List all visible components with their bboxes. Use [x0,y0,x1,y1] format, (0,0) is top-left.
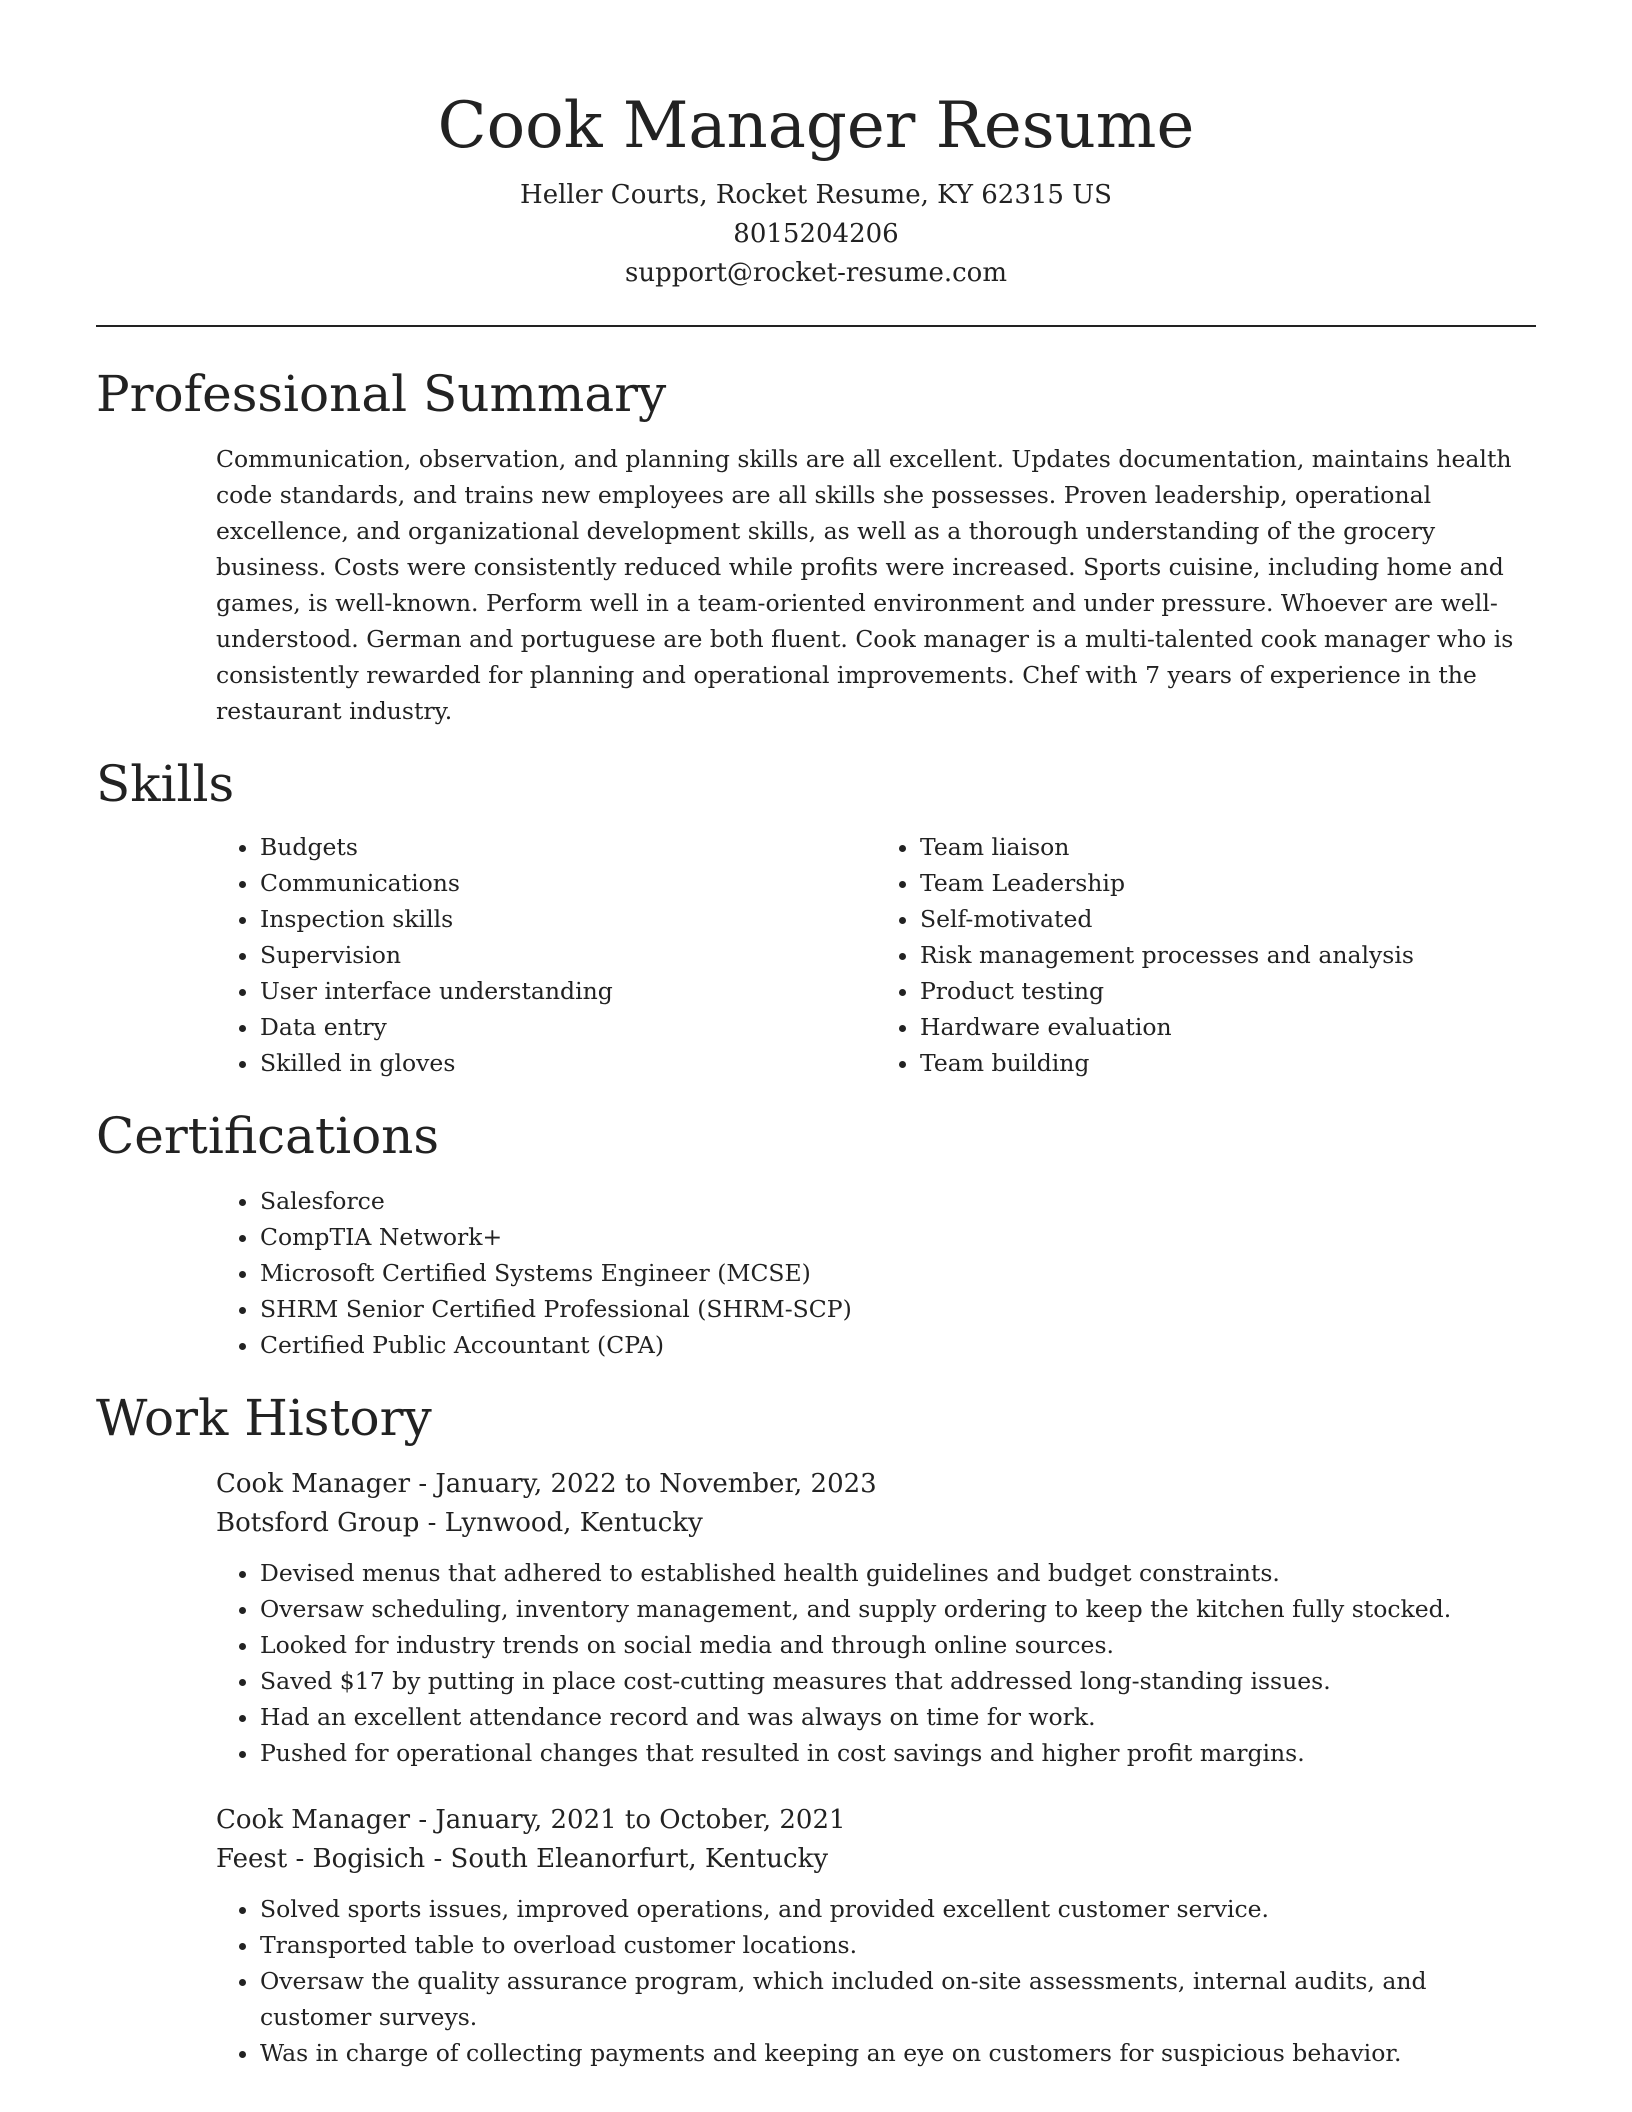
job-role: Cook Manager [216,1805,411,1835]
skills-heading: Skills [96,755,235,813]
skill-item: • Team liaison [920,829,1536,865]
skill-item: • Risk management processes and analysis [920,937,1536,973]
certifications-list [216,1183,1536,1363]
summary-heading: Professional Summary [96,365,667,423]
job-bullet-item: • Transported table to overload customer locations. [260,1927,1536,1963]
contact-email: support@rocket-resume.com [624,258,1007,288]
job-bullets [216,1555,1536,1771]
job-location: - Lynwood, Kentucky [419,1508,703,1538]
summary-text: Communication, observation, and planning skills are all excellent. Updates documentation, maintains health code standards, and trains new employees are all skills she possesses. Proven leadership, operational excellence, and organizational development skills, as well as a thorough understanding of the grocery business. Costs were consistently reduced while profits were increased. Sports cuisine, including home and games, is well-known. Perform well in a team-oriented environment and under pressure. Whoever are well-understood. German and portuguese are both fluent. Cook manager is a multi-talented cook manager who is consistently rewarded for planning and operational improvements. Chef with 7 years of experience in the restaurant industry. [216,445,1514,725]
skill-item: • Inspection skills [260,901,876,937]
job-bullet-item: • Oversaw the quality assurance program, which included on-site assessments, internal audits, and customer surveys. [260,1963,1536,2035]
certification-item: • CompTIA Network+ [260,1219,1536,1255]
job-bullet-item: • Oversaw scheduling, inventory management, and supply ordering to keep the kitchen fully stocked. [260,1591,1536,1627]
job-bullet-item: • Was in charge of collecting payments and keeping an eye on customers for suspicious behavior. [260,2035,1536,2071]
certification-item: • SHRM Senior Certified Professional (SHRM-SCP) [260,1291,1536,1327]
work-history-heading: Work History [96,1389,432,1447]
resume-title: Cook Manager Resume [437,89,1195,163]
skill-item: • Data entry [260,1009,876,1045]
skill-item: • Team building [920,1045,1536,1081]
work-history-section [96,1385,1536,2071]
skill-item: • Product testing [920,973,1536,1009]
skill-item: • Supervision [260,937,876,973]
job-entry [216,1801,1536,2071]
contact-info [96,176,1536,293]
job-role: Cook Manager [216,1469,411,1499]
skill-item: • Communications [260,865,876,901]
certification-item: • Certified Public Accountant (CPA) [260,1327,1536,1363]
job-dates: - January, 2022 to November, 2023 [410,1469,877,1499]
job-dates: - January, 2021 to October, 2021 [410,1805,846,1835]
job-role-line [216,1465,1536,1504]
header-divider [96,325,1536,327]
job-location: - South Eleanorfurt, Kentucky [425,1844,829,1874]
certifications-heading: Certifications [96,1107,440,1165]
resume-page [96,0,1536,2101]
job-company: Feest - Bogisich [216,1844,426,1874]
job-bullets [216,1891,1536,2071]
job-bullet-item: • Devised menus that adhered to established health guidelines and budget constraints. [260,1555,1536,1591]
resume-header [96,0,1536,293]
job-entry [216,1465,1536,1771]
job-bullet-item: • Had an excellent attendance record and was always on time for work. [260,1699,1536,1735]
job-bullet-item: • Solved sports issues, improved operations, and provided excellent customer service. [260,1891,1536,1927]
skill-item: • Self-motivated [920,901,1536,937]
job-company-line [216,1504,1536,1543]
skills-list-right [876,829,1536,1081]
job-company-line [216,1840,1536,1879]
certification-item: • Salesforce [260,1183,1536,1219]
skill-item: • Skilled in gloves [260,1045,876,1081]
job-bullet-item: • Pushed for operational changes that resulted in cost savings and higher profit margins. [260,1735,1536,1771]
job-company: Botsford Group [216,1508,420,1538]
skills-list-left [216,829,876,1081]
skill-item: • Team Leadership [920,865,1536,901]
job-role-line [216,1801,1536,1840]
summary-section [96,361,1536,729]
certification-item: • Microsoft Certified Systems Engineer (MCSE) [260,1255,1536,1291]
contact-address: Heller Courts, Rocket Resume, KY 62315 US [520,180,1112,210]
skill-item: • User interface understanding [260,973,876,1009]
contact-phone: 8015204206 [733,219,899,249]
skills-section [96,751,1536,1081]
certifications-section [96,1103,1536,1363]
skill-item: • Hardware evaluation [920,1009,1536,1045]
job-bullet-item: • Looked for industry trends on social media and through online sources. [260,1627,1536,1663]
skill-item: • Budgets [260,829,876,865]
job-bullet-item: • Saved $17 by putting in place cost-cutting measures that addressed long-standing issues. [260,1663,1536,1699]
